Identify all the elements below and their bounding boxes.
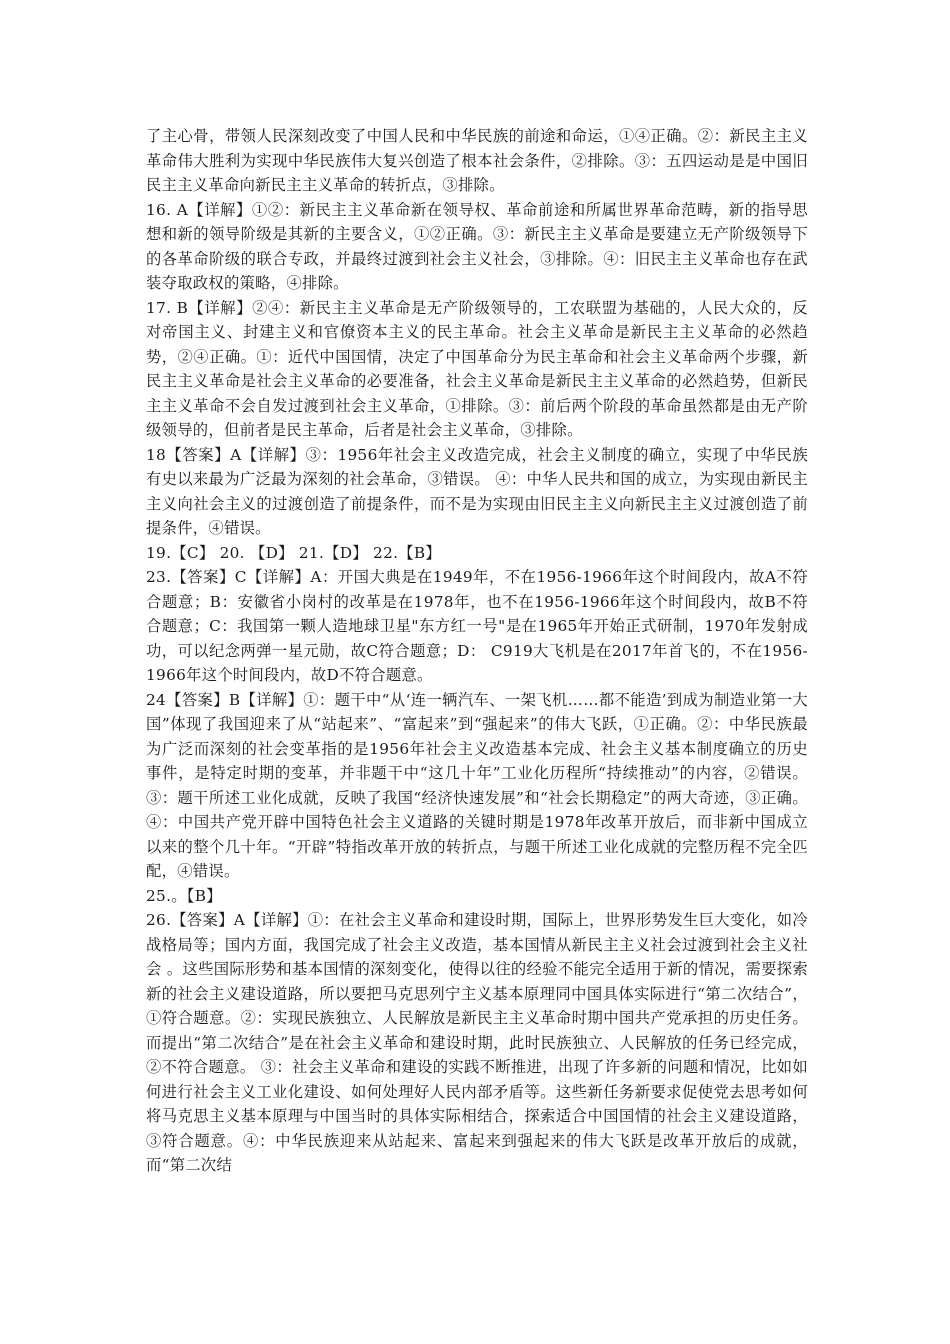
- paragraph-q26: 26.【答案】A【详解】①：在社会主义革命和建设时期，国际上，世界形势发生巨大变化，如冷战格局等；国内方面，我国完成了社会主义改造，基本国情从新民主主义社会过渡到社会主义社会 。这些国际形势和基本国情的深刻变化，使得以往的经验不能完全适用于新的情况，需要探索新的社会主义建设道路，所以要把马克思列宁主义基本原理同中国具体实际进行“第二次结合”，①符合题意。②：实现民族独立、人民解放是新民主主义革命时期中国共产党承担的历史任务。而提出“第二次结合”是在社会主义革命和建设时期，此时民族独立、人民解放的任务已经完成，②不符合题意。 ③：社会主义革命和建设的实践不断推进，出现了许多新的问题和情况，比如如何进行社会主义工业化建设、如何处理好人民内部矛盾等。这些新任务新要求促使党去思考如何将马克思主义基本原理与中国当时的具体实际相结合，探索适合中国国情的社会主义建设道路，③符合题意。④：中华民族迎来从站起来、富起来到强起来的伟大飞跃是改革开放后的成就，而“第二次结: [146, 911, 808, 1174]
- paragraph-continuation: 了主心骨，带领人民深刻改变了中国人民和中华民族的前途和命运，①④正确。②：新民主主义革命伟大胜利为实现中华民族伟大复兴创造了根本社会条件，②排除。③：五四运动是是中国旧民主主义革命向新民主主义革命的转折点，③排除。: [146, 127, 808, 194]
- answer-explanations-text: [146, 124, 808, 1178]
- paragraph-q24: 24【答案】B【详解】①：题干中“从‘连一辆汽车、一架飞机……都不能造’到成为制造业第一大国”体现了我国迎来了从“站起来”、“富起来”到“强起来”的伟大飞跃，①正确。②：中华民族最为广泛而深刻的社会变革指的是1956年社会主义改造基本完成、社会主义基本制度确立的历史事件，是特定时期的变革，并非题干中“这几十年”工业化历程所“持续推动”的内容，②错误。③：题干所述工业化成就，反映了我国“经济快速发展”和“社会长期稳定”的两大奇迹，③正确。④：中国共产党开辟中国特色社会主义道路的关键时期是1978年改革开放后，而非新中国成立以来的整个几十年。“开辟”特指改革开放的转折点，与题干所述工业化成就的完整历程不完全匹配，④错误。: [146, 690, 808, 880]
- paragraph-q25: 25.。【B】: [146, 886, 222, 905]
- paragraph-q19-22: 19.【C】 20. 【D】 21.【D】 22.【B】: [146, 543, 442, 562]
- paragraph-q23: 23.【答案】C【详解】A：开国大典是在1949年，不在1956-1966年这个时间段内，故A不符合题意；B：安徽省小岗村的改革是在1978年，也不在1956-1966年这个时间段内，故B不符合题意；C：我国第一颗人造地球卫星"东方红一号"是在1965年开始正式研制，1970年发射成功，可以纪念两弹一星元勋，故C符合题意；D： C919大飞机是在2017年首飞的，不在1956-1966年这个时间段内，故D不符合题意。: [146, 568, 808, 684]
- paragraph-q18: 18【答案】A【详解】③：1956年社会主义改造完成，社会主义制度的确立，实现了中华民族有史以来最为广泛最为深刻的社会革命，③错误。 ④：中华人民共和国的成立，为实现由新民主主义向社会主义的过渡创造了前提条件，而不是为实现由旧民主主义向新民主主义过渡创造了前提条件，④错误。: [146, 445, 808, 537]
- paragraph-q17: 17. B【详解】②④：新民主主义革命是无产阶级领导的，工农联盟为基础的，人民大众的，反对帝国主义、封建主义和官僚资本主义的民主革命。社会主义革命是新民主主义革命的必然趋势，②④正确。①：近代中国国情，决定了中国革命分为民主革命和社会主义革命两个步骤，新民主主义革命是社会主义革命的必要准备，社会主义革命是新民主主义革命的必然趋势，但新民主主义革命不会自发过渡到社会主义革命，①排除。③：前后两个阶段的革命虽然都是由无产阶级领导的，但前者是民主革命，后者是社会主义革命，③排除。: [146, 298, 808, 439]
- paragraph-q16: 16. A【详解】①②：新民主主义革命新在领导权、革命前途和所属世界革命范畴，新的指导思想和新的领导阶级是其新的主要含义，①②正确。③：新民主主义革命是要建立无产阶级领导下的各革命阶级的联合专政，并最终过渡到社会主义社会，③排除。④：旧民主主义革命也存在武装夺取政权的策略，④排除。: [146, 200, 808, 292]
